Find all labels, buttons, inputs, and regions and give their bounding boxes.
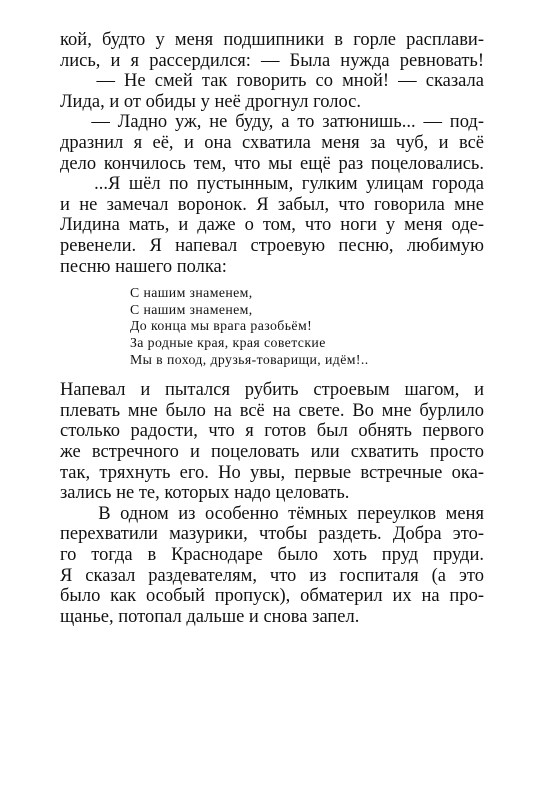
text-line: ...Я шёл по пустынным, гулким улицам города: [60, 174, 484, 195]
text-line: перехватили мазурики, чтобы раздеть. Добра это-: [60, 524, 484, 545]
text-line: ревенели. Я напевал строевую песню, любимую: [60, 236, 484, 256]
verse-line: С нашим знаменем,: [130, 285, 253, 301]
text-line: столько радости, что я готов был обнять первого: [60, 421, 484, 442]
text-line: Лидина мать, и даже о том, что ноги у меня оде-: [60, 215, 484, 236]
text-line: Я сказал раздевателям, что из госпиталя (а это: [60, 565, 484, 586]
text-line: Напевал и пытался рубить строевым шагом, и: [60, 380, 484, 401]
verse-line: За родные края, края советские: [130, 335, 326, 350]
text-line: же встречного и поцеловать или схватить просто: [60, 442, 484, 462]
text-line: В одном из особенно тёмных переулков меня: [60, 503, 484, 524]
text-line: щанье, потопал дальше и снова запел.: [60, 606, 360, 627]
text-line: и не замечал воронок. Я забыл, что говорила мне: [60, 194, 484, 215]
verse-line: До конца мы врага разобьём!: [130, 318, 313, 334]
text-line: лись, и я рассердился: — Была нужда ревновать!: [60, 50, 484, 71]
text-line: — Не смей так говорить со мной! — сказала: [60, 71, 484, 92]
text-line: — Ладно уж, не буду, а то затюнишь... — под-: [60, 112, 484, 133]
text-line: дело кончилось тем, что мы ещё раз поцеловались.: [60, 153, 484, 174]
verse-line: Мы в поход, друзья-товарищи, идём!..: [130, 351, 369, 367]
verse-line: С нашим знаменем,: [130, 301, 253, 317]
text-line: го тогда в Краснодаре было хоть пруд пруди.: [60, 545, 484, 565]
text-line: так, тряхнуть его. Но увы, первые встречные ока-: [60, 462, 484, 483]
text-line: плевать мне было на всё на свете. Во мне бурлило: [60, 400, 484, 421]
text-line: песню нашего полка:: [60, 256, 227, 277]
text-line: Лида, и от обиды у неё дрогнул голос.: [60, 91, 362, 112]
text-line: кой, будто у меня подшипники в горле расплави-: [60, 30, 484, 50]
text-line: было как особый пропуск), обматерил их на про-: [60, 586, 484, 607]
text-line: дразнил я её, и она схватила меня за чуб, и всё: [60, 133, 484, 153]
text-line: зались не те, которых надо целовать.: [60, 483, 350, 504]
